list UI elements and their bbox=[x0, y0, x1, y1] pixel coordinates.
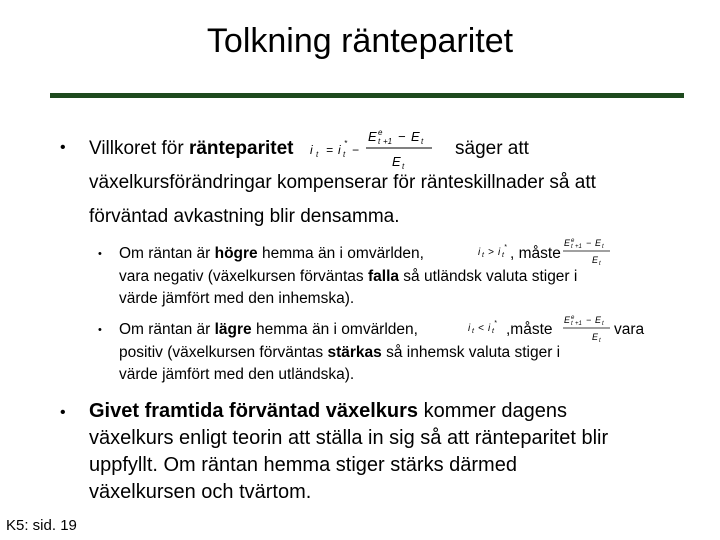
svg-text:+1: +1 bbox=[575, 321, 582, 327]
sub2-line2: positiv (växelkursen förväntas stärkas så inhemsk valuta stiger i bbox=[119, 344, 561, 361]
svg-text:t: t bbox=[599, 338, 601, 344]
bullet1-line3: förväntad avkastning blir densamma. bbox=[89, 206, 400, 227]
svg-text:*: * bbox=[344, 139, 348, 148]
sub-bullet-dot: • bbox=[98, 324, 102, 336]
svg-text:i: i bbox=[478, 247, 481, 258]
svg-text:t: t bbox=[571, 244, 573, 250]
svg-text:E: E bbox=[592, 255, 599, 265]
svg-text:t: t bbox=[599, 261, 601, 267]
svg-text:−: − bbox=[352, 143, 360, 157]
svg-text:−: − bbox=[398, 129, 406, 144]
svg-text:−: − bbox=[586, 238, 592, 248]
svg-text:+1: +1 bbox=[575, 244, 582, 250]
sub2-line3: värde jämfört med den utländska). bbox=[119, 366, 355, 383]
svg-text:*: * bbox=[504, 244, 507, 251]
sub2-inequality bbox=[466, 316, 506, 336]
svg-text:i: i bbox=[338, 143, 341, 157]
bullet2-line2: växelkurs enligt teorin att ställa in sig så att ränteparitet blir bbox=[89, 427, 609, 449]
svg-text:t: t bbox=[421, 137, 424, 146]
bullet1-line1-tail: säger att bbox=[455, 138, 529, 159]
svg-text:>: > bbox=[488, 247, 494, 258]
sub-bullet-dot: • bbox=[98, 248, 102, 260]
svg-text:E: E bbox=[564, 315, 571, 325]
svg-text:e: e bbox=[571, 238, 575, 244]
sub2-line1-tail: ,måste bbox=[506, 321, 553, 338]
svg-text:e: e bbox=[571, 315, 575, 321]
svg-text:i: i bbox=[498, 247, 501, 258]
svg-text:E: E bbox=[595, 315, 602, 325]
svg-text:t: t bbox=[343, 150, 346, 159]
svg-text:t: t bbox=[502, 252, 504, 259]
svg-text:t: t bbox=[492, 328, 494, 335]
svg-text:i: i bbox=[488, 323, 491, 334]
svg-text:E: E bbox=[592, 332, 599, 342]
sub1-line3: värde jämfört med den inhemska). bbox=[119, 290, 355, 307]
sub1-line2: vara negativ (växelkursen förväntas falla så utländsk valuta stiger i bbox=[119, 268, 578, 285]
bullet1-line1: Villkoret för ränteparitet bbox=[89, 138, 294, 159]
interest-parity-formula bbox=[308, 124, 448, 174]
svg-text:<: < bbox=[478, 323, 484, 334]
svg-text:−: − bbox=[586, 315, 592, 325]
svg-text:E: E bbox=[368, 129, 377, 144]
svg-text:+1: +1 bbox=[383, 137, 393, 146]
svg-text:=: = bbox=[326, 143, 334, 157]
svg-text:E: E bbox=[595, 238, 602, 248]
slide-footer: K5: sid. 19 bbox=[6, 517, 77, 534]
sub1-line1-tail: , måste bbox=[510, 245, 561, 262]
svg-text:t: t bbox=[378, 137, 381, 146]
svg-text:t: t bbox=[602, 244, 604, 250]
svg-text:t: t bbox=[402, 162, 405, 171]
svg-text:t: t bbox=[482, 252, 484, 259]
svg-text:E: E bbox=[411, 129, 420, 144]
bullet2-line4: växelkursen och tvärtom. bbox=[89, 481, 312, 503]
svg-text:i: i bbox=[310, 143, 313, 157]
svg-text:t: t bbox=[571, 321, 573, 327]
page-title: Tolkning ränteparitet bbox=[206, 22, 514, 60]
sub2-line1-end: vara bbox=[614, 321, 645, 338]
svg-text:*: * bbox=[494, 320, 497, 327]
sub2-line1: Om räntan är lägre hemma än i omvärlden, bbox=[119, 321, 418, 338]
sub1-fraction bbox=[562, 234, 632, 270]
sub1-line1: Om räntan är högre hemma än i omvärlden, bbox=[119, 245, 424, 262]
title-divider bbox=[50, 93, 684, 98]
svg-text:t: t bbox=[602, 321, 604, 327]
svg-text:E: E bbox=[392, 154, 401, 169]
bullet2-line1: Givet framtida förväntad växelkurs kommer dagens bbox=[89, 400, 567, 422]
bullet-dot: • bbox=[60, 404, 66, 421]
svg-text:t: t bbox=[472, 328, 474, 335]
bullet-dot: • bbox=[60, 139, 66, 156]
svg-text:E: E bbox=[564, 238, 571, 248]
bullet1-line2: växelkursförändringar kompenserar för ränteskillnader så att bbox=[89, 172, 596, 193]
svg-text:t: t bbox=[316, 150, 319, 159]
svg-text:e: e bbox=[378, 128, 383, 137]
svg-text:i: i bbox=[468, 323, 471, 334]
bullet2-line3: uppfyllt. Om räntan hemma stiger stärks därmed bbox=[89, 454, 517, 476]
